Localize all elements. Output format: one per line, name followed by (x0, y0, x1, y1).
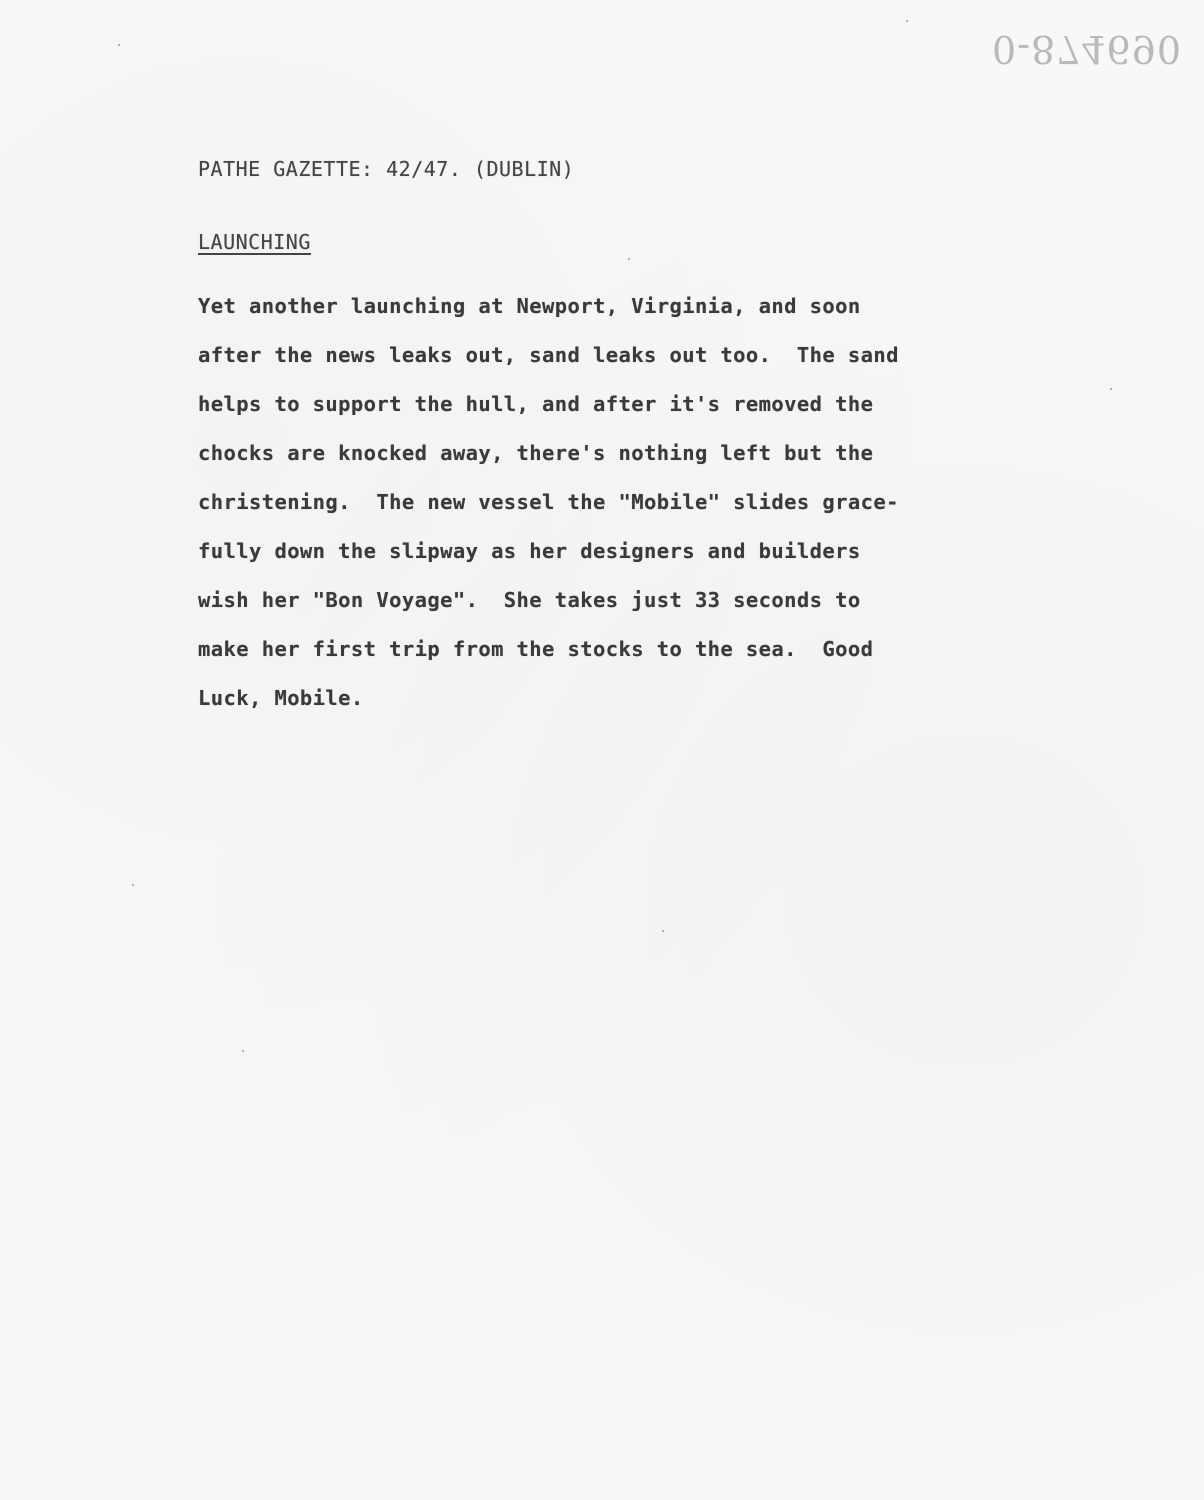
paper-speck (132, 884, 134, 886)
paper-speck (628, 258, 630, 260)
story-body (198, 282, 1078, 723)
body-line: chocks are knocked away, there's nothing left but the (198, 441, 874, 465)
body-line: after the news leaks out, sand leaks out too. The sand (198, 343, 899, 367)
handwritten-reference-number (982, 18, 1183, 78)
body-line: Yet another launching at Newport, Virginia, and soon (198, 294, 861, 318)
body-line: fully down the slipway as her designers and builders (198, 539, 861, 563)
paper-speck (242, 1050, 244, 1052)
document-header: PATHE GAZETTE: 42/47. (DUBLIN) (198, 157, 575, 181)
story-title: LAUNCHING (198, 230, 311, 254)
body-line: helps to support the hull, and after it's removed the (198, 392, 874, 416)
reference-number-text: 0-874690 (992, 27, 1183, 71)
body-line: make her first trip from the stocks to the sea. Good (198, 637, 874, 661)
paper-speck (118, 44, 120, 46)
paper-speck (1110, 388, 1112, 390)
paper-speck (662, 930, 664, 932)
body-line: christening. The new vessel the "Mobile" slides grace- (198, 490, 899, 514)
body-line: Luck, Mobile. (198, 686, 364, 710)
paper-speck (906, 20, 908, 22)
body-line: wish her "Bon Voyage". She takes just 33 seconds to (198, 588, 861, 612)
